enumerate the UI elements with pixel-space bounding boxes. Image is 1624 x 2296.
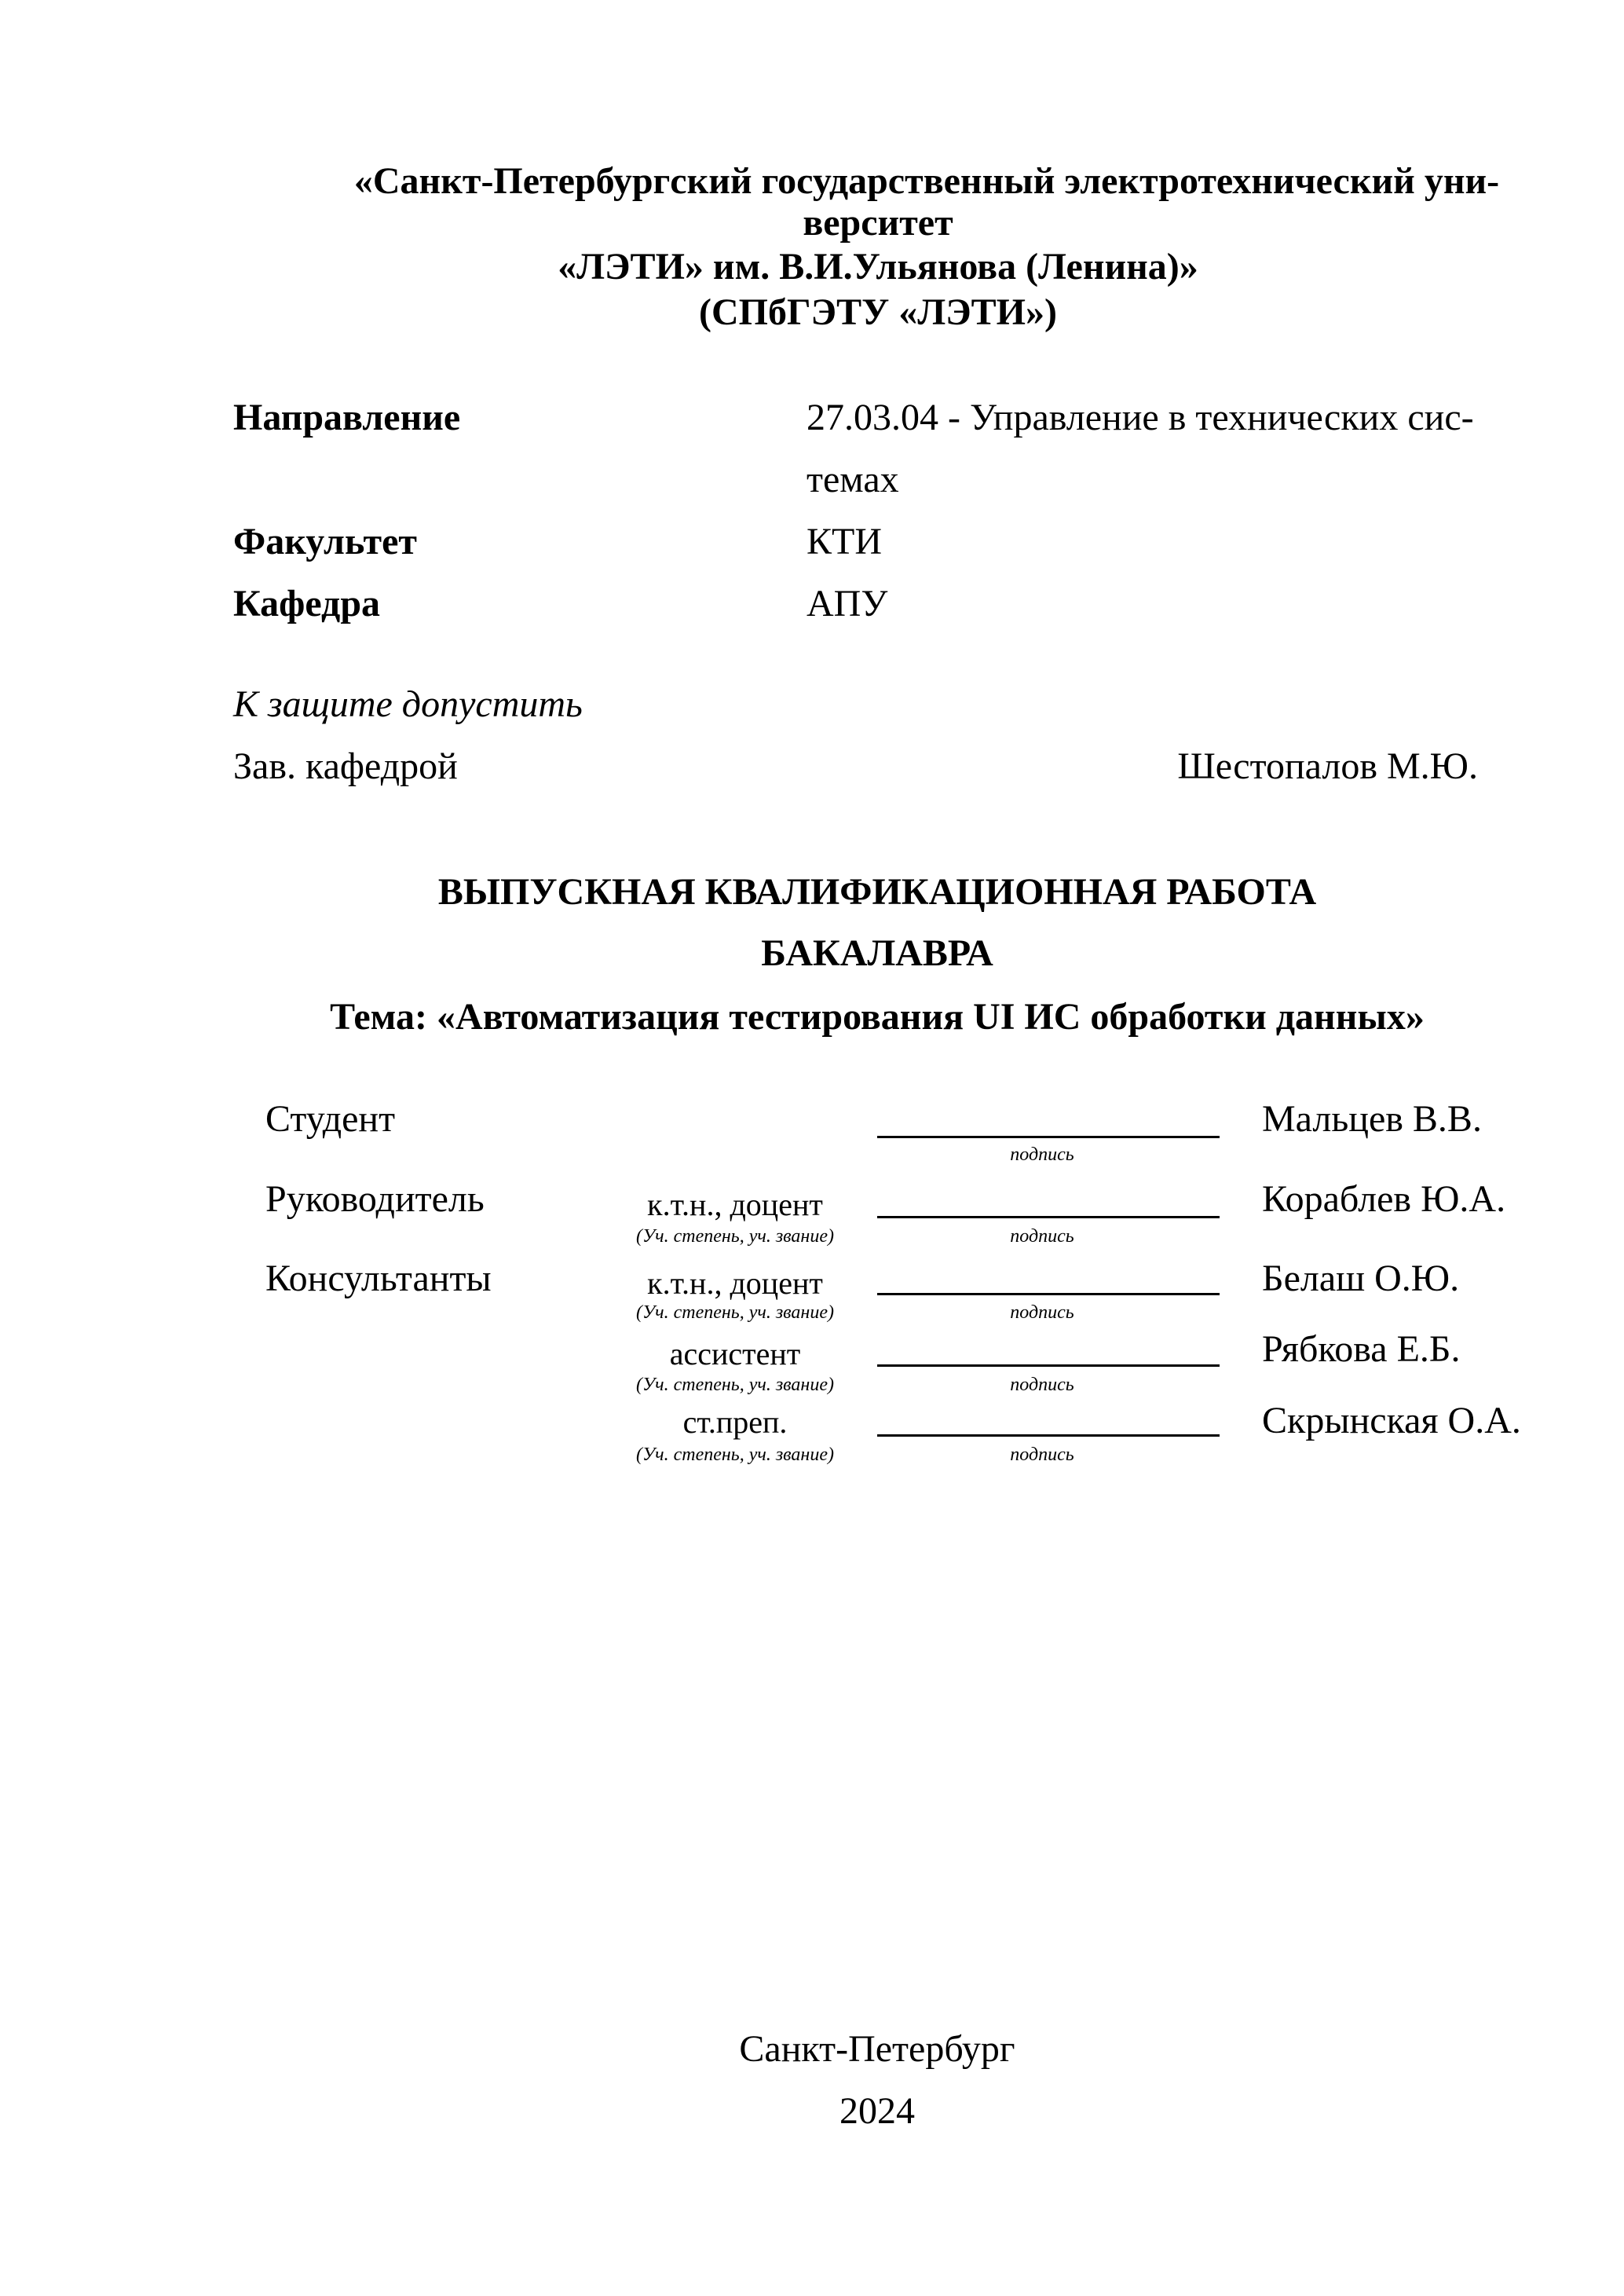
sign-caption: подпись: [1010, 1445, 1074, 1465]
university-name-line3: «ЛЭТИ» им. В.И.Ульянова (Ленина)»: [558, 246, 1198, 287]
degree-caption: (Уч. степень, уч. звание): [636, 1302, 834, 1323]
direction-label: Направление: [233, 397, 461, 438]
sign-caption: подпись: [1010, 1226, 1074, 1247]
faculty-value: КТИ: [807, 521, 882, 562]
role-label: Студент: [265, 1098, 396, 1140]
work-topic: Тема: «Автоматизация тестирования UI ИС обработки данных»: [330, 996, 1425, 1038]
university-abbrev: (СПбГЭТУ «ЛЭТИ»): [699, 291, 1057, 333]
role-label: Руководитель: [265, 1178, 485, 1220]
signature-line: [877, 1364, 1220, 1367]
city: Санкт-Петербург: [739, 2028, 1015, 2070]
person-name: Рябкова Е.Б.: [1262, 1328, 1461, 1370]
sign-caption: подпись: [1010, 1302, 1074, 1323]
person-name: Белаш О.Ю.: [1262, 1258, 1460, 1299]
degree-caption: (Уч. степень, уч. звание): [636, 1226, 834, 1247]
sign-caption: подпись: [1010, 1375, 1074, 1395]
department-label: Кафедра: [233, 583, 381, 624]
role-label: Консультанты: [265, 1258, 492, 1299]
degree-value: ассистент: [669, 1336, 801, 1371]
year: 2024: [839, 2090, 915, 2132]
degree-value: ст.преп.: [682, 1404, 788, 1440]
work-title-line2: БАКАЛАВРА: [761, 932, 993, 974]
university-name-line2: верситет: [803, 202, 953, 244]
department-value: АПУ: [807, 583, 888, 624]
signature-line: [877, 1293, 1220, 1295]
person-name: Скрынская О.А.: [1262, 1400, 1521, 1441]
person-name: Мальцев В.В.: [1262, 1098, 1482, 1140]
direction-value: 27.03.04 - Управление в технических сис-: [807, 397, 1474, 438]
sign-caption: подпись: [1010, 1144, 1074, 1165]
degree-caption: (Уч. степень, уч. звание): [636, 1375, 834, 1395]
signature-line: [877, 1434, 1220, 1437]
faculty-label: Факультет: [233, 521, 417, 562]
degree-caption: (Уч. степень, уч. звание): [636, 1445, 834, 1465]
degree-value: к.т.н., доцент: [647, 1265, 823, 1301]
admit-text: К защите допустить: [233, 683, 583, 725]
head-name: Шестопалов М.Ю.: [1177, 745, 1478, 787]
signature-line: [877, 1136, 1220, 1138]
head-label: Зав. кафедрой: [233, 745, 458, 787]
direction-value-cont: темах: [807, 459, 899, 500]
university-name-line1: «Санкт-Петербургский государственный электротехнический уни-: [353, 160, 1500, 202]
degree-value: к.т.н., доцент: [647, 1187, 823, 1222]
person-name: Кораблев Ю.А.: [1262, 1178, 1506, 1220]
work-title-line1: ВЫПУСКНАЯ КВАЛИФИКАЦИОННАЯ РАБОТА: [437, 871, 1317, 913]
signature-line: [877, 1216, 1220, 1218]
